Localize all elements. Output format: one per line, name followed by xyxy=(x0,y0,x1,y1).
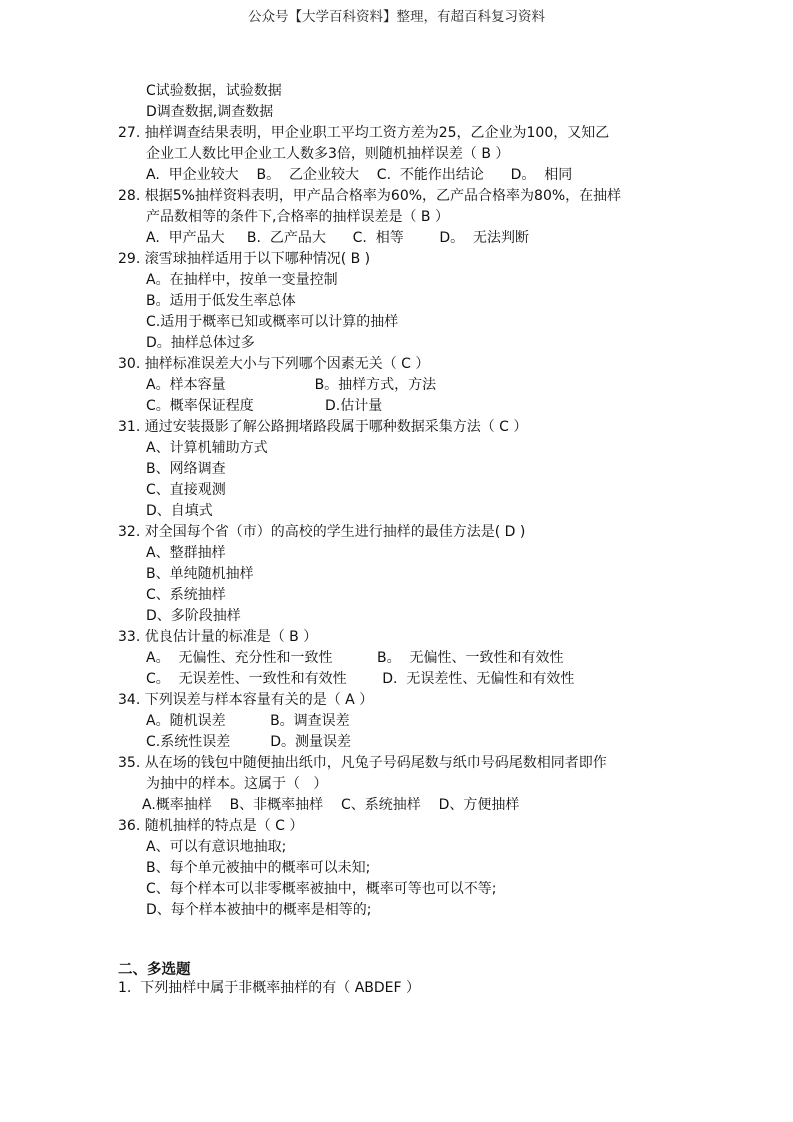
option: C.适用于概率已知或概率可以计算的抽样 xyxy=(146,314,399,330)
option: C、每个样本可以非零概率被抽中，概率可等也可以不等; xyxy=(146,881,497,897)
option: C、系统抽样 xyxy=(146,587,226,603)
option: A。在抽样中，按单一变量控制 xyxy=(146,272,338,288)
text-line: 产品数相等的条件下,合格率的抽样误差是（ B ） xyxy=(146,209,449,225)
question-33: 33. 优良估计量的标准是（ B ） xyxy=(118,629,318,645)
question-28: 28. 根据5%抽样资料表明，甲产品合格率为60%，乙产品合格率为80%，在抽样 xyxy=(118,188,622,204)
options-line: A. 甲企业较大 B。 乙企业较大 C. 不能作出结论 D。 相同 xyxy=(146,167,573,183)
options-line: C。 无误差性、一致性和有效性 D. 无误差性、无偏性和有效性 xyxy=(146,671,575,687)
options-line: C。概率保证程度 D.估计量 xyxy=(146,398,383,414)
option: D。抽样总体过多 xyxy=(146,335,255,351)
question-36: 36. 随机抽样的特点是（ C ） xyxy=(118,818,304,834)
question-multi-1: 1. 下列抽样中属于非概率抽样的有（ ABDEF ） xyxy=(118,980,421,996)
page-header: 公众号【大学百科资料】整理，有超百科复习资料 xyxy=(248,9,545,25)
option: C、直接观测 xyxy=(146,482,226,498)
text-line: 为抽中的样本。这属于（ ） xyxy=(146,776,328,792)
text-line: 企业工人数比甲企业工人数多3倍，则随机抽样误差（ B ） xyxy=(146,146,510,162)
options-line: A。 无偏性、充分性和一致性 B。 无偏性、一致性和有效性 xyxy=(146,650,564,666)
option: D、自填式 xyxy=(146,503,213,519)
question-29: 29. 滚雪球抽样适用于以下哪种情况( B ) xyxy=(118,251,371,267)
option: A、整群抽样 xyxy=(146,545,226,561)
option: D、每个样本被抽中的概率是相等的; xyxy=(146,902,372,918)
option: A、可以有意识地抽取; xyxy=(146,839,287,855)
question-30: 30. 抽样标准误差大小与下列哪个因素无关（ C ） xyxy=(118,356,430,372)
question-31: 31. 通过安装摄影了解公路拥堵路段属于哪种数据采集方法（ C ） xyxy=(118,419,528,435)
option: D、多阶段抽样 xyxy=(146,608,241,624)
options-line: A。随机误差 B。调查误差 xyxy=(146,713,350,729)
text-line: D调查数据,调查数据 xyxy=(146,104,274,120)
options-line: C.系统性误差 D。测量误差 xyxy=(146,734,352,750)
option: B、每个单元被抽中的概率可以未知; xyxy=(146,860,371,876)
options-line: A. 甲产品大 B. 乙产品大 C. 相等 D。 无法判断 xyxy=(146,230,529,246)
text-line: C试验数据，试验数据 xyxy=(146,83,282,99)
question-34: 34. 下列误差与样本容量有关的是（ A ） xyxy=(118,692,374,708)
options-line: A.概率抽样 B、非概率抽样 C、系统抽样 D、方便抽样 xyxy=(142,797,520,813)
option: B。适用于低发生率总体 xyxy=(146,293,296,309)
section-title: 二、多选题 xyxy=(118,962,191,978)
options-line: A。样本容量 B。抽样方式，方法 xyxy=(146,377,437,393)
question-27: 27. 抽样调查结果表明，甲企业职工平均工资方差为25，乙企业为100，又知乙 xyxy=(118,125,610,141)
question-35: 35. 从在场的钱包中随便抽出纸巾，凡兔子号码尾数与纸巾号码尾数相同者即作 xyxy=(118,755,607,771)
question-32: 32. 对全国每个省（市）的高校的学生进行抽样的最佳方法是( D ) xyxy=(118,524,526,540)
option: B、单纯随机抽样 xyxy=(146,566,254,582)
option: B、网络调查 xyxy=(146,461,226,477)
option: A、计算机辅助方式 xyxy=(146,440,268,456)
